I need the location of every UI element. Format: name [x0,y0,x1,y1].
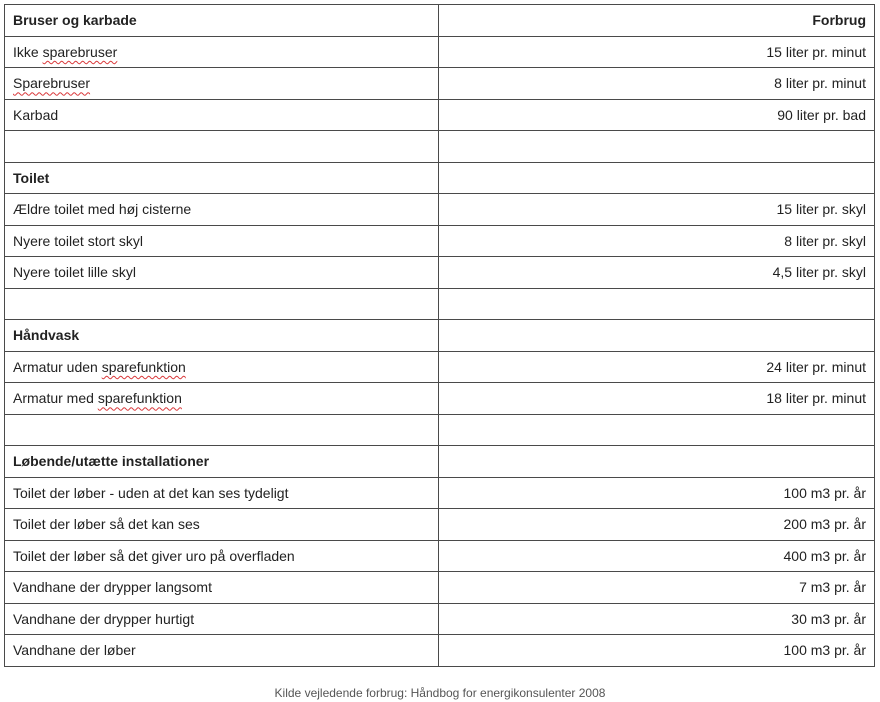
item-label: Ikke [13,43,43,60]
item-cell [5,99,439,131]
spacer-row [5,414,875,446]
item-label: Vandhane der drypper langsomt [13,579,212,596]
section-header-row [5,446,875,478]
item-label: Toilet der løber så det giver uro på overfladen [13,547,295,564]
consumption-value: 8 liter pr. minut [439,68,875,100]
item-label: Ældre toilet med høj cisterne [13,201,192,218]
item-cell [5,477,439,509]
section-title: Håndvask [5,320,439,352]
consumption-value: 15 liter pr. minut [439,36,875,68]
water-consumption-table [4,4,875,667]
item-cell [5,509,439,541]
column-header-forbrug: Forbrug [439,5,875,37]
consumption-value: 100 m3 pr. år [439,635,875,667]
empty-cell [439,288,875,320]
table-row [5,99,875,131]
consumption-value: 30 m3 pr. år [439,603,875,635]
item-cell [5,603,439,635]
consumption-value: 400 m3 pr. år [439,540,875,572]
table-row [5,194,875,226]
item-cell [5,351,439,383]
empty-cell [439,414,875,446]
item-cell [5,635,439,667]
table-row [5,540,875,572]
item-label: Toilet der løber - uden at det kan ses tydeligt [13,484,289,501]
consumption-value: 90 liter pr. bad [439,99,875,131]
item-cell [5,68,439,100]
section-title: Bruser og karbade [5,5,439,37]
item-label: Nyere toilet stort skyl [13,232,143,249]
table-row [5,36,875,68]
item-label-spellcheck: sparebruser [42,43,118,60]
table-row [5,477,875,509]
consumption-value: 8 liter pr. skyl [439,225,875,257]
item-cell [5,572,439,604]
section-header-row [5,5,875,37]
item-cell [5,194,439,226]
item-cell [5,225,439,257]
item-label-spellcheck: sparefunktion [101,358,186,375]
item-label: Karbad [13,106,59,123]
item-cell [5,383,439,415]
item-label: Vandhane der drypper hurtigt [13,610,195,627]
item-cell [5,36,439,68]
section-header-row [5,162,875,194]
consumption-table-container [4,4,874,667]
item-label: Nyere toilet lille skyl [13,264,136,281]
item-label: Armatur med [13,390,98,407]
consumption-value: 100 m3 pr. år [439,477,875,509]
section-title: Toilet [5,162,439,194]
item-label-spellcheck: Sparebruser [13,75,91,92]
section-title: Løbende/utætte installationer [5,446,439,478]
empty-cell [5,288,439,320]
table-row [5,635,875,667]
table-row [5,225,875,257]
consumption-value: 24 liter pr. minut [439,351,875,383]
consumption-value: 200 m3 pr. år [439,509,875,541]
table-body [5,5,875,667]
table-row [5,572,875,604]
empty-cell [439,131,875,163]
empty-cell [5,414,439,446]
consumption-value: 7 m3 pr. år [439,572,875,604]
item-label: Armatur uden [13,358,102,375]
spacer-row [5,131,875,163]
consumption-value: 4,5 liter pr. skyl [439,257,875,289]
section-header-row [5,320,875,352]
item-label: Vandhane der løber [13,642,136,659]
table-row [5,351,875,383]
consumption-value: 18 liter pr. minut [439,383,875,415]
item-cell [5,257,439,289]
item-label: Toilet der løber så det kan ses [13,516,200,533]
source-caption: Kilde vejledende forbrug: Håndbog for energikonsulenter 2008 [274,686,606,700]
item-cell [5,540,439,572]
table-row [5,383,875,415]
consumption-value: 15 liter pr. skyl [439,194,875,226]
table-row [5,257,875,289]
item-label-spellcheck: sparefunktion [97,390,182,407]
table-row [5,68,875,100]
column-header-forbrug [439,162,875,194]
column-header-forbrug [439,446,875,478]
table-row [5,509,875,541]
table-row [5,603,875,635]
column-header-forbrug [439,320,875,352]
empty-cell [5,131,439,163]
spacer-row [5,288,875,320]
